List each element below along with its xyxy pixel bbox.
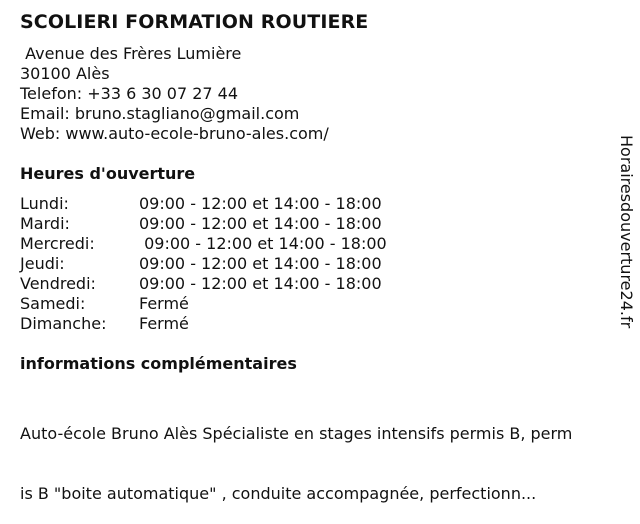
hours-row-sunday xyxy=(20,314,440,334)
hours-value: 09:00 - 12:00 et 14:00 - 18:00 xyxy=(139,194,382,213)
hours-row-tuesday xyxy=(20,214,440,234)
opening-hours-table xyxy=(20,194,440,334)
watermark-text: Horairesdouverture24.fr xyxy=(617,135,636,329)
additional-info-heading: informations complémentaires xyxy=(20,354,297,373)
hours-value: 09:00 - 12:00 et 14:00 - 18:00 xyxy=(139,234,387,253)
hours-row-friday xyxy=(20,274,440,294)
website-line: Web: www.auto-ecole-bruno-ales.com/ xyxy=(20,124,329,143)
email-line: Email: bruno.stagliano@gmail.com xyxy=(20,104,300,123)
description-text xyxy=(20,384,620,503)
hours-row-wednesday xyxy=(20,234,440,254)
day-label: Mardi: xyxy=(20,214,70,233)
address-city: 30100 Alès xyxy=(20,64,110,83)
day-label: Samedi: xyxy=(20,294,86,313)
phone-line: Telefon: +33 6 30 07 27 44 xyxy=(20,84,239,103)
hours-value: 09:00 - 12:00 et 14:00 - 18:00 xyxy=(139,214,382,233)
opening-hours-heading: Heures d'ouverture xyxy=(20,164,196,183)
description-line-2: is B "boite automatique" , conduite accompagnée, perfectionn... xyxy=(20,484,537,503)
hours-value: Fermé xyxy=(139,314,189,333)
hours-row-saturday xyxy=(20,294,440,314)
day-label: Dimanche: xyxy=(20,314,107,333)
hours-value: 09:00 - 12:00 et 14:00 - 18:00 xyxy=(139,254,382,273)
day-label: Jeudi: xyxy=(20,254,65,273)
day-label: Vendredi: xyxy=(20,274,96,293)
day-label: Mercredi: xyxy=(20,234,95,253)
hours-row-monday xyxy=(20,194,440,214)
address-street: Avenue des Frères Lumière xyxy=(20,44,242,63)
description-line-1: Auto-école Bruno Alès Spécialiste en stages intensifs permis B, perm xyxy=(20,424,573,443)
site-watermark xyxy=(610,135,636,345)
hours-value: 09:00 - 12:00 et 14:00 - 18:00 xyxy=(139,274,382,293)
hours-value: Fermé xyxy=(139,294,189,313)
business-name: SCOLIERI FORMATION ROUTIERE xyxy=(20,11,369,33)
day-label: Lundi: xyxy=(20,194,69,213)
hours-row-thursday xyxy=(20,254,440,274)
